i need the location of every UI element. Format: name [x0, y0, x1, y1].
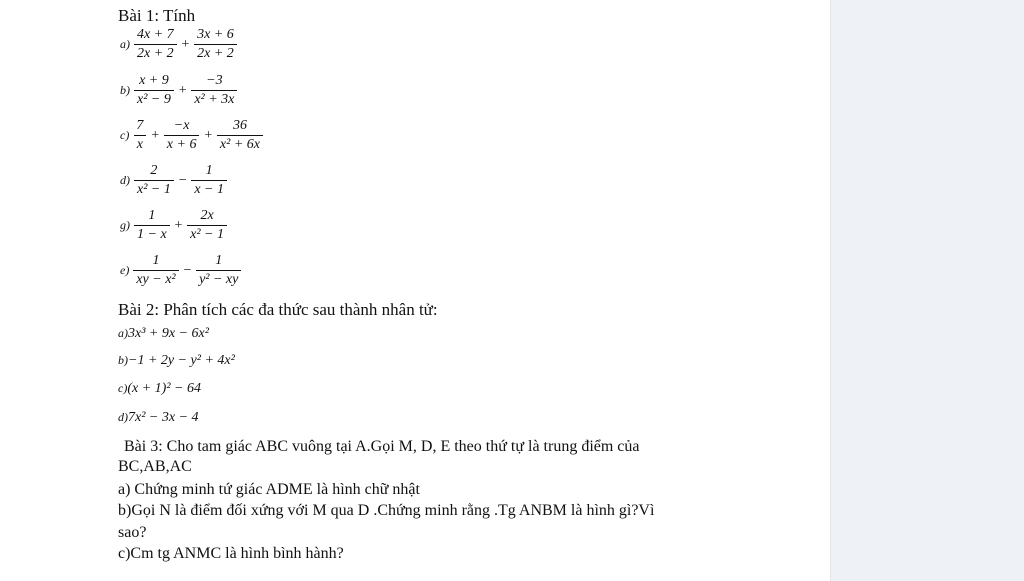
fraction	[133, 118, 146, 153]
fraction	[134, 73, 174, 108]
exercise-1e	[120, 253, 243, 288]
fraction	[217, 118, 263, 153]
numerator: 3x + 6	[197, 27, 234, 42]
polynomial: (x + 1)² − 64	[127, 381, 201, 396]
exercise-label: e)	[120, 263, 130, 277]
exercise-label: b)	[120, 83, 130, 97]
numerator: x + 9	[139, 73, 169, 88]
bai3-line-5: sao?	[118, 524, 147, 541]
denominator: x	[134, 135, 146, 153]
exercise-2a	[118, 326, 209, 342]
fraction	[187, 208, 227, 243]
numerator: 4x + 7	[137, 27, 174, 42]
denominator: x² − 1	[134, 180, 174, 198]
bai3-line-2: BC,AB,AC	[118, 458, 192, 475]
exercise-2b	[118, 353, 235, 369]
exercise-label: c)	[118, 381, 128, 395]
numerator: −x	[173, 118, 190, 133]
bai3-line-4: b)Gọi N là điểm đối xứng với M qua D .Chứng minh rằng .Tg ANBM là hình gì?Vì	[118, 502, 655, 519]
exercise-1a	[120, 27, 239, 62]
polynomial: −1 + 2y − y² + 4x²	[128, 353, 235, 368]
operator: +	[203, 127, 213, 143]
operator: +	[150, 127, 160, 143]
numerator: −3	[206, 73, 223, 88]
fraction	[194, 27, 237, 62]
operator: +	[180, 36, 191, 52]
denominator: x² + 3x	[191, 90, 237, 108]
denominator: x − 1	[191, 180, 227, 198]
numerator: 7	[136, 118, 144, 133]
operator: −	[182, 262, 193, 278]
denominator: x² + 6x	[217, 135, 263, 153]
polynomial: 3x³ + 9x − 6x²	[128, 326, 209, 341]
fraction	[191, 73, 237, 108]
exercise-label: a)	[120, 37, 130, 51]
bai3-line-6: c)Cm tg ANMC là hình bình hành?	[118, 545, 344, 562]
fraction	[133, 253, 178, 288]
exercise-label: c)	[120, 128, 130, 142]
exercise-2c	[118, 381, 201, 397]
denominator: x² − 9	[134, 90, 174, 108]
bai3-line-1: Bài 3: Cho tam giác ABC vuông tại A.Gọi M, D, E theo thứ tự là trung điểm của	[124, 438, 640, 455]
denominator: 2x + 2	[194, 44, 237, 62]
fraction	[191, 163, 227, 198]
exercise-1b	[120, 73, 239, 108]
exercise-1d	[120, 163, 229, 198]
exercise-label: a)	[118, 326, 128, 340]
exercise-label: g)	[120, 218, 130, 232]
denominator: 2x + 2	[134, 44, 177, 62]
fraction	[196, 253, 241, 288]
polynomial: 7x² − 3x − 4	[128, 410, 199, 425]
denominator: x² − 1	[187, 225, 227, 243]
fraction	[134, 27, 177, 62]
operator: +	[177, 82, 188, 98]
bai3-line-3: a) Chứng minh tứ giác ADME là hình chữ nhật	[118, 481, 420, 498]
denominator: xy − x²	[133, 270, 178, 288]
numerator: 36	[232, 118, 247, 133]
fraction	[134, 208, 170, 243]
exercise-1c	[120, 118, 265, 153]
denominator: 1 − x	[134, 225, 170, 243]
operator: +	[173, 217, 184, 233]
denominator: x + 6	[164, 135, 200, 153]
exercise-label: b)	[118, 353, 128, 367]
numerator: 2x	[200, 208, 214, 223]
numerator: 1	[148, 208, 156, 223]
numerator: 2	[150, 163, 158, 178]
fraction	[134, 163, 174, 198]
numerator: 1	[205, 163, 213, 178]
numerator: 1	[215, 253, 223, 268]
bai2-title: Bài 2: Phân tích các đa thức sau thành nhân tử:	[118, 300, 438, 319]
exercise-label: d)	[120, 173, 130, 187]
denominator: y² − xy	[196, 270, 241, 288]
operator: −	[177, 172, 188, 188]
fraction	[164, 118, 200, 153]
exercise-label: d)	[118, 410, 128, 424]
numerator: 1	[152, 253, 160, 268]
exercise-2d	[118, 410, 199, 426]
exercise-1g	[120, 208, 229, 243]
bai1-title: Bài 1: Tính	[118, 6, 196, 25]
side-panel	[830, 0, 1024, 581]
